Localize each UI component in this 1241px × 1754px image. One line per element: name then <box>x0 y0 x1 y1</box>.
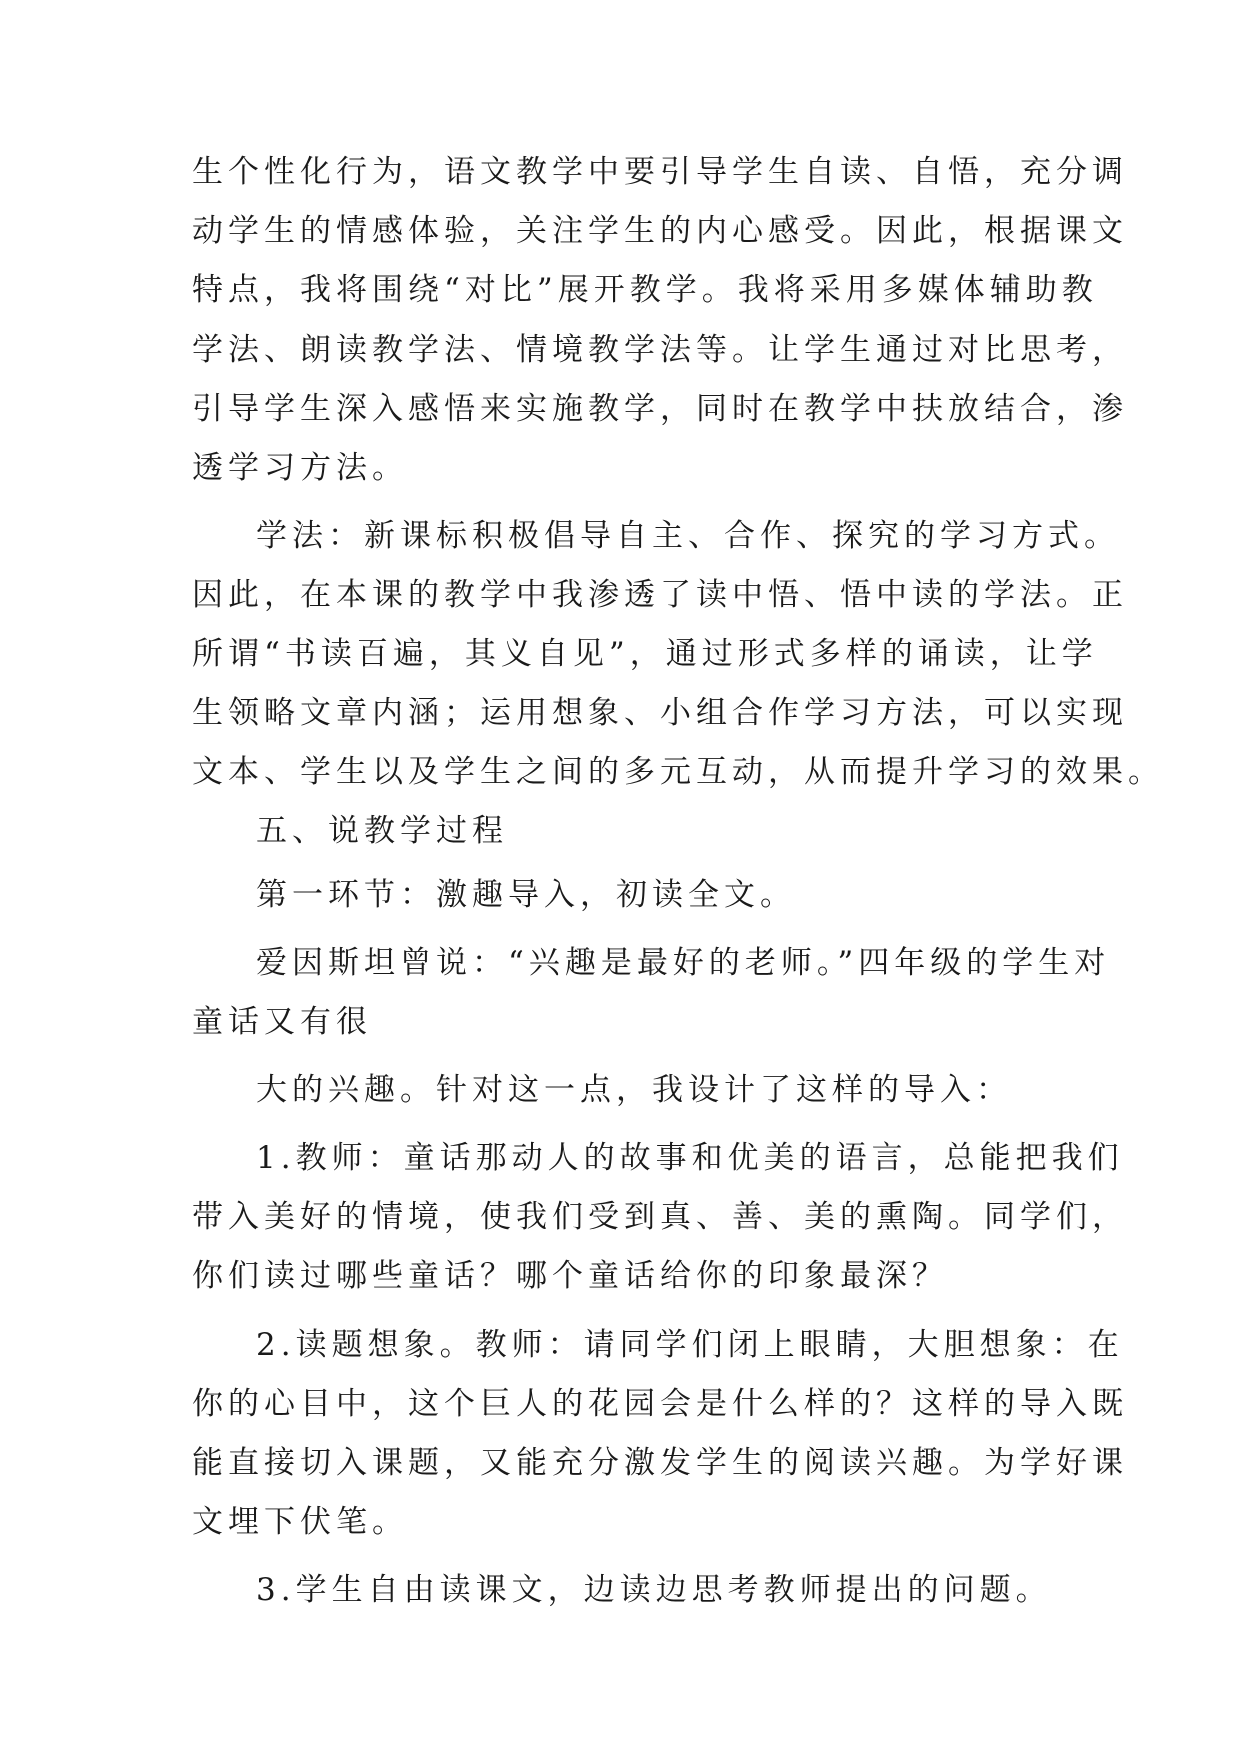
text-line: 学法、朗读教学法、情境教学法等。让学生通过对比思考， <box>192 332 1128 368</box>
text-line: 你的心目中，这个巨人的花园会是什么样的？这样的导入既 <box>192 1386 1128 1422</box>
subsection-heading: 第一环节：激趣导入，初读全文。 <box>256 877 796 913</box>
text-line: 童话又有很 <box>192 1004 372 1040</box>
text-line: 文埋下伏笔。 <box>192 1504 408 1540</box>
text-line: 特点，我将围绕“对比”展开教学。我将采用多媒体辅助教 <box>192 272 1098 308</box>
list-item: 3.学生自由读课文，边读边思考教师提出的问题。 <box>256 1572 1052 1608</box>
text-line: 大的兴趣。针对这一点，我设计了这样的导入： <box>256 1072 1012 1108</box>
text-line: 带入美好的情境，使我们受到真、善、美的熏陶。同学们， <box>192 1199 1128 1235</box>
text-line: 引导学生深入感悟来实施教学，同时在教学中扶放结合，渗 <box>192 391 1128 427</box>
text-line: 学法：新课标积极倡导自主、合作、探究的学习方式。 <box>256 518 1120 554</box>
text-line: 动学生的情感体验，关注学生的内心感受。因此，根据课文 <box>192 213 1128 249</box>
list-item: 2.读题想象。教师：请同学们闭上眼睛，大胆想象：在 <box>256 1327 1124 1363</box>
text-line: 能直接切入课题，又能充分激发学生的阅读兴趣。为学好课 <box>192 1445 1128 1481</box>
text-line: 因此，在本课的教学中我渗透了读中悟、悟中读的学法。正 <box>192 577 1128 613</box>
text-line: 生个性化行为，语文教学中要引导学生自读、自悟，充分调 <box>192 154 1128 190</box>
text-line: 透学习方法。 <box>192 450 408 486</box>
text-line: 文本、学生以及学生之间的多元互动，从而提升学习的效果。 <box>192 754 1164 790</box>
text-line: 生领略文章内涵；运用想象、小组合作学习方法，可以实现 <box>192 695 1128 731</box>
section-heading: 五、说教学过程 <box>256 813 508 849</box>
text-line: 你们读过哪些童话？哪个童话给你的印象最深？ <box>192 1258 948 1294</box>
list-item: 1.教师：童话那动人的故事和优美的语言，总能把我们 <box>256 1140 1124 1176</box>
text-line: 所谓“书读百遍，其义自见”，通过形式多样的诵读，让学 <box>192 636 1098 672</box>
text-line: 爱因斯坦曾说：“兴趣是最好的老师。”四年级的学生对 <box>256 945 1111 981</box>
